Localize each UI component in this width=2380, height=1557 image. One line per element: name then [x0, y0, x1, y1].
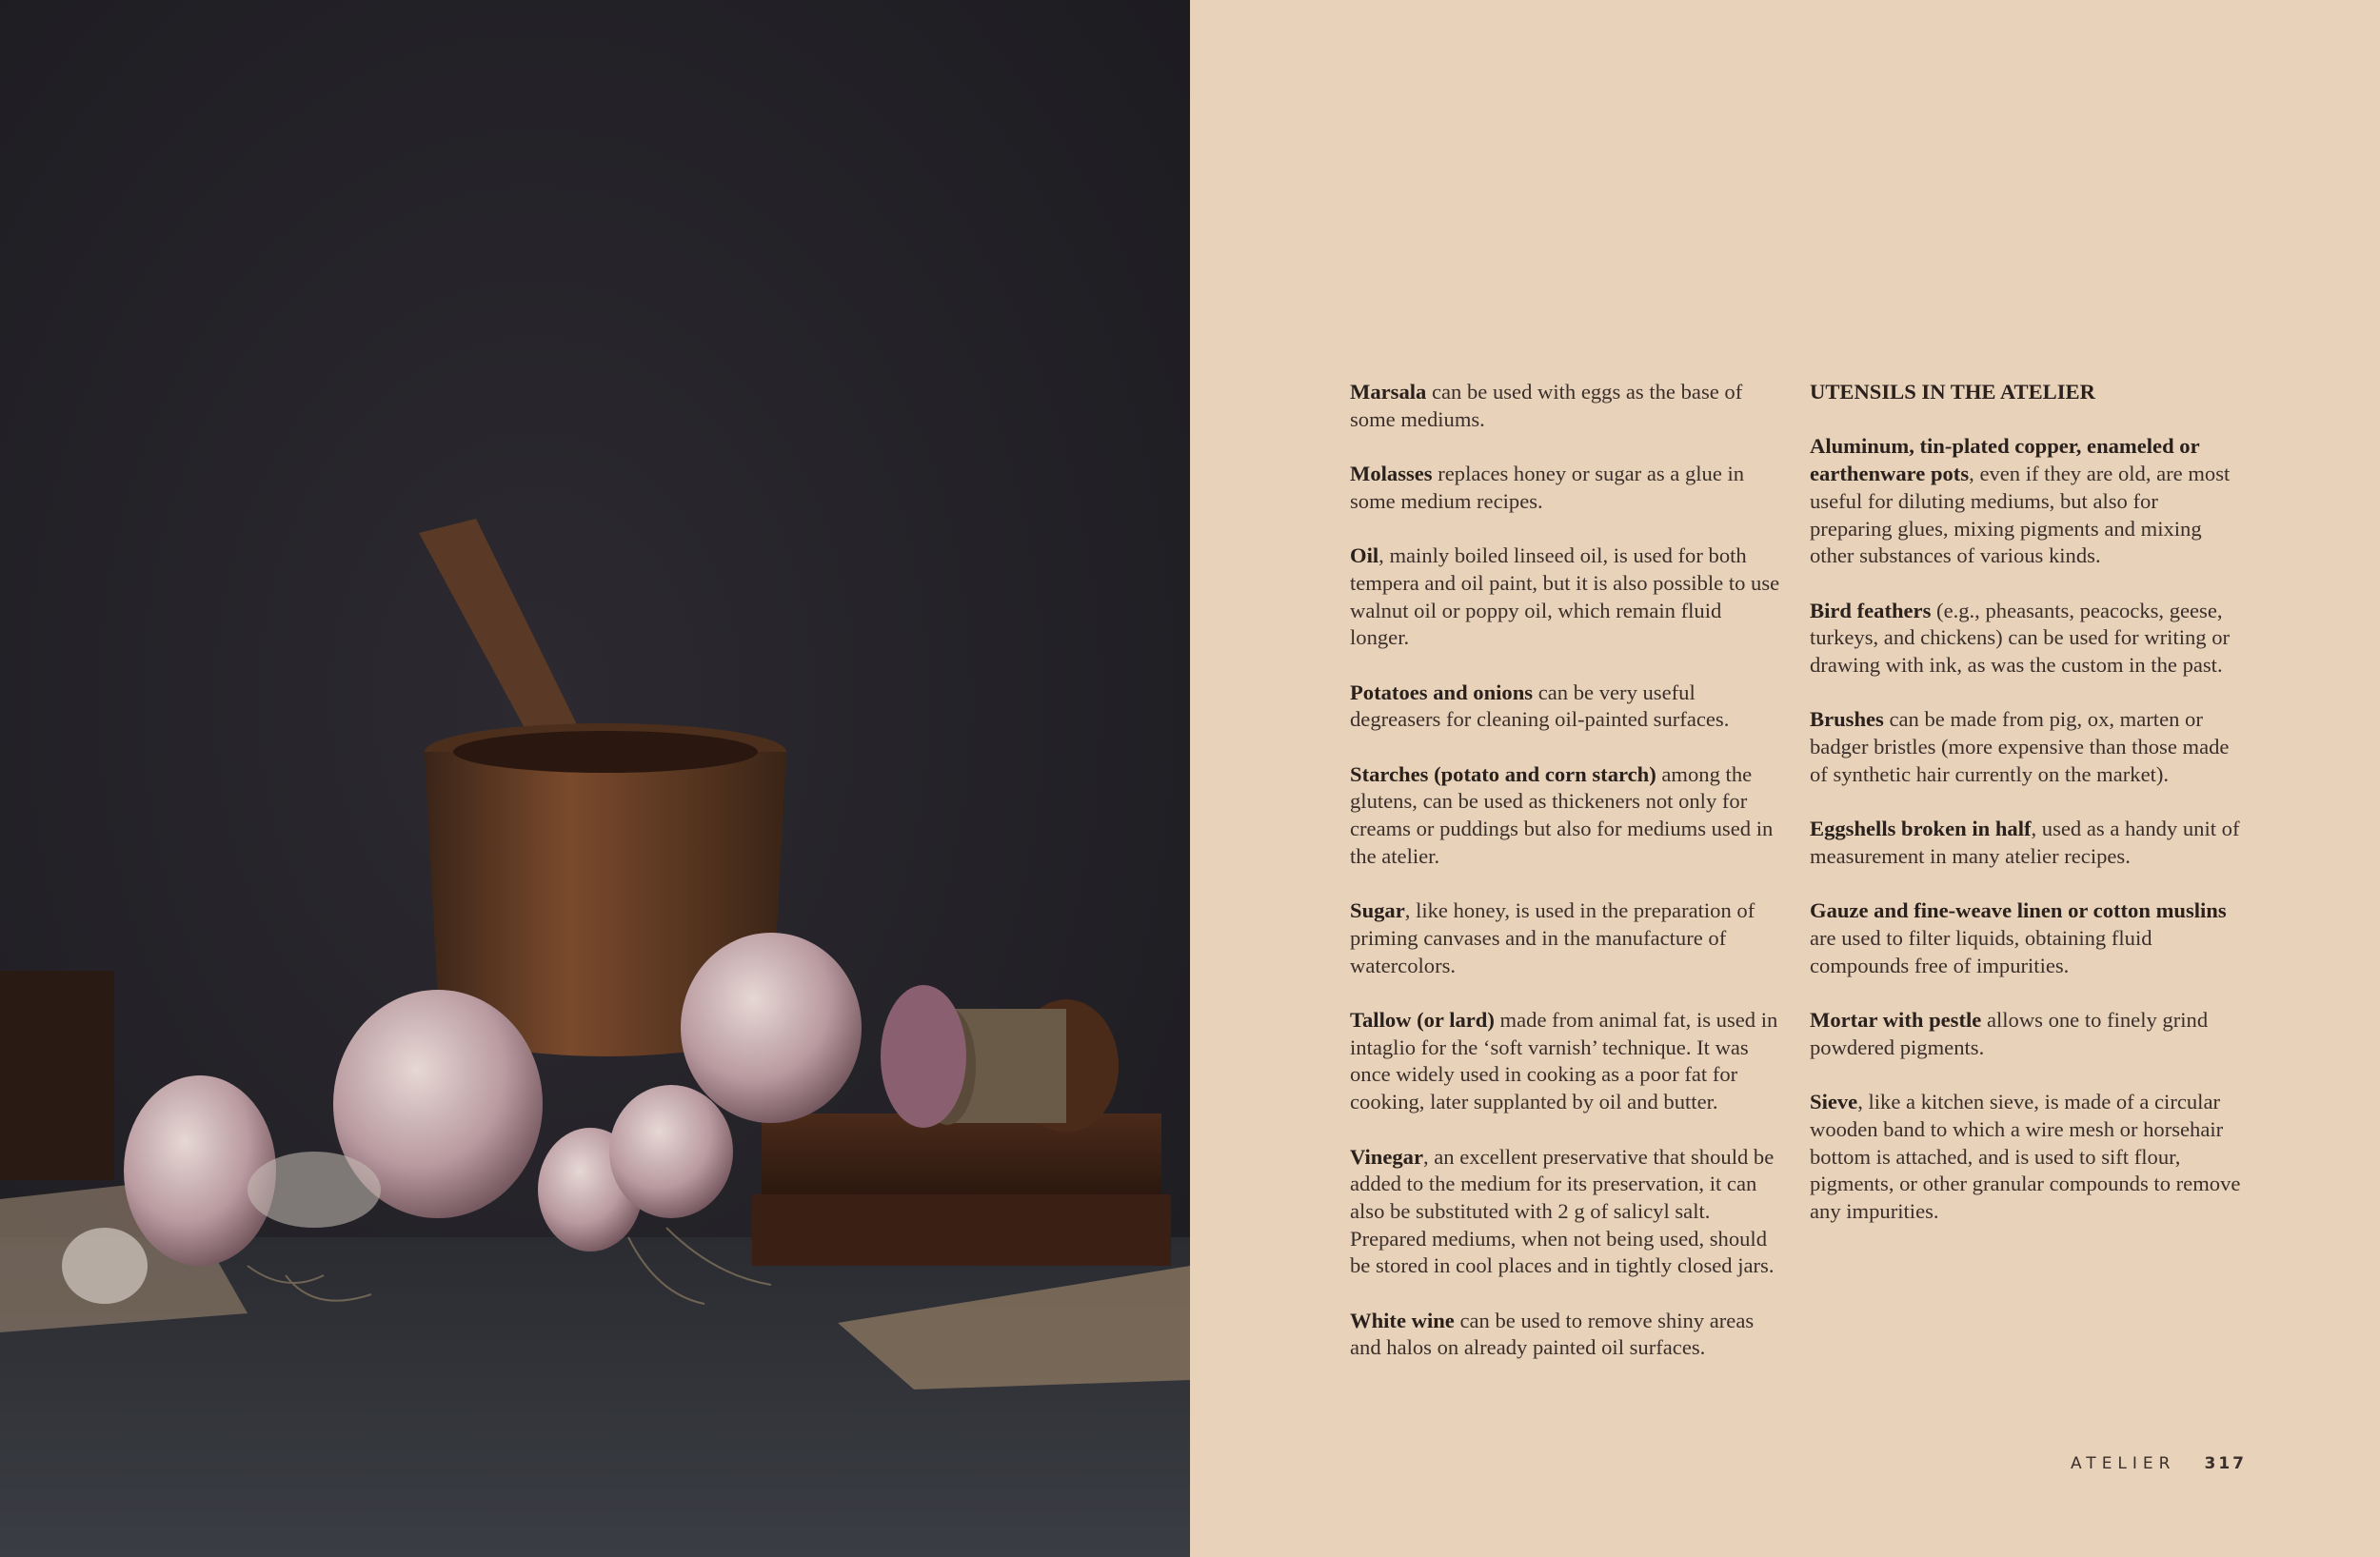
entry-brushes: Brushes can be made from pig, ox, marten or badger bristles (more expensive than those made of synthetic hair currently on the market). — [1810, 707, 2230, 786]
entry-mortar-pestle: Mortar with pestle allows one to finely grind powdered pigments. — [1810, 1008, 2209, 1059]
entry-gauze: Gauze and fine-weave linen or cotton muslins are used to filter liquids, obtaining fluid compounds free of impurities. — [1810, 898, 2227, 977]
entry-molasses: Molasses replaces honey or sugar as a glue in some medium recipes. — [1350, 462, 1745, 513]
entry-potatoes-onions: Potatoes and onions can be very useful degreasers for cleaning oil-painted surfaces. — [1350, 680, 1730, 732]
entry-bird-feathers: Bird feathers (e.g., pheasants, peacocks, geese, turkeys, and chickens) can be used for writing or drawing with ink, as was the custom in the past. — [1810, 598, 2231, 677]
entry-pots: Aluminum, tin-plated copper, enameled or earthenware pots, even if they are old, are most useful for diluting mediums, but also for preparing glues, mixing pigments and mixing other substances of various kinds. — [1810, 434, 2231, 568]
entry-eggshells: Eggshells broken in half, used as a handy unit of measurement in many atelier recipes. — [1810, 817, 2240, 868]
text-page — [1190, 0, 2380, 1557]
entry-sieve: Sieve, like a kitchen sieve, is made of a circular wooden band to which a wire mesh or horsehair bottom is attached, and is used to sift flour, pigments, or other granular compounds to remove any impurities. — [1810, 1090, 2241, 1223]
utensils-column — [1810, 379, 2243, 1252]
section-heading: UTENSILS IN THE ATELIER — [1810, 380, 2095, 404]
entry-tallow: Tallow (or lard) made from animal fat, is used in intaglio for the ‘soft varnish’ technique. It was once widely used in cooking as a poor fat for cooking, later supplanted by oil and butter. — [1350, 1008, 1778, 1114]
entry-white-wine: White wine can be used to remove shiny areas and halos on already painted oil surfaces. — [1350, 1308, 1755, 1360]
page-number: 317 — [2204, 1454, 2247, 1473]
entry-marsala: Marsala can be used with eggs as the base of some mediums. — [1350, 380, 1743, 431]
page-footer — [2071, 1454, 2247, 1473]
entry-oil: Oil, mainly boiled linseed oil, is used for both tempera and oil paint, but it is also possible to use walnut oil or poppy oil, which remain fluid longer. — [1350, 543, 1780, 650]
entry-starches: Starches (potato and corn starch) among the glutens, can be used as thickeners not only for creams or puddings but also for mediums used in the atelier. — [1350, 761, 1774, 868]
entry-sugar: Sugar, like honey, is used in the preparation of priming canvases and in the manufacture of watercolors. — [1350, 898, 1755, 977]
entry-vinegar: Vinegar, an excellent preservative that should be added to the medium for its preservation, it can also be substituted with 2 g of salicyl salt. Prepared mediums, when not being used, should be stored in cool places and in tightly closed jars. — [1350, 1144, 1775, 1278]
running-section-title: ATELIER — [2071, 1454, 2176, 1473]
ingredients-column — [1350, 379, 1783, 1389]
